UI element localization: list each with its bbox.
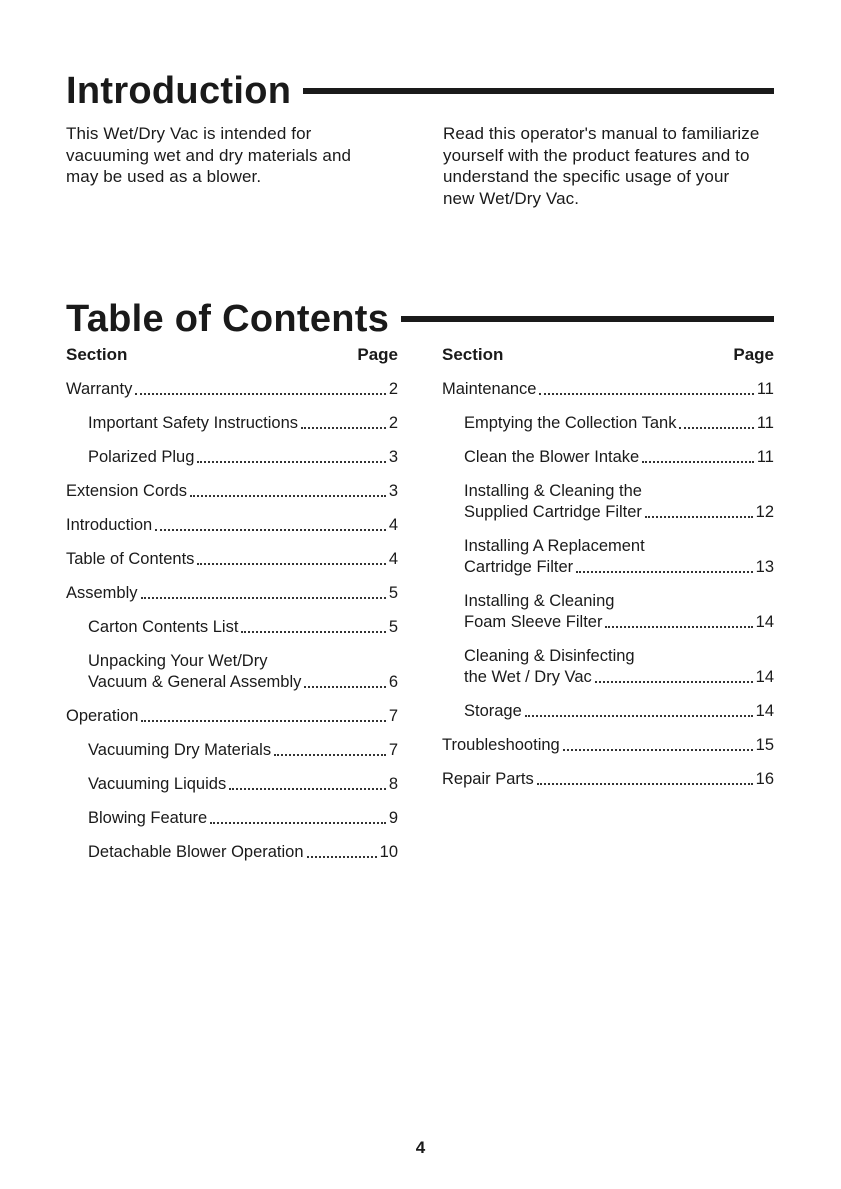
- dot-leader: [525, 714, 753, 717]
- toc-entry-page: 13: [755, 558, 774, 576]
- toc-entry-title-continued: Supplied Cartridge Filter: [464, 503, 642, 521]
- toc-column-header: [66, 345, 398, 369]
- toc-entry-title: Unpacking Your Wet/Dry: [88, 652, 268, 670]
- dot-leader: [645, 515, 753, 518]
- toc-entry-title: Polarized Plug: [88, 448, 195, 466]
- dot-leader: [190, 494, 386, 497]
- intro-text-left: This Wet/Dry Vac is intended for vacuuming wet and dry materials and may be used as a blower.: [66, 124, 352, 186]
- toc-entry-title: Maintenance: [442, 380, 537, 398]
- toc-entry-page: 2: [388, 380, 398, 398]
- toc-entry-title: Table of Contents: [66, 550, 195, 568]
- toc-entry-page: 11: [756, 380, 774, 398]
- intro-text-right: Read this operator's manual to familiarize yourself with the product features and to understand the specific usage of your new Wet/Dry Vac.: [443, 124, 760, 208]
- toc-entry-page: 15: [755, 736, 774, 754]
- dot-leader: [274, 753, 386, 756]
- toc-entry-page: 3: [388, 482, 398, 500]
- toc-entry-title: Emptying the Collection Tank: [464, 414, 677, 432]
- dot-leader: [642, 460, 754, 463]
- toc-entry-title: Installing & Cleaning: [464, 592, 615, 610]
- toc-entry: [66, 379, 398, 400]
- toc-entry-title: Blowing Feature: [88, 809, 208, 827]
- toc-entry: [442, 646, 774, 688]
- toc-entry-page: 9: [388, 809, 398, 827]
- toc-entry-title: Extension Cords: [66, 482, 188, 500]
- dot-leader: [229, 787, 386, 790]
- toc-column-right: [442, 345, 774, 803]
- dot-leader: [241, 630, 385, 633]
- toc-entry-title: Repair Parts: [442, 770, 534, 788]
- toc-entry: [442, 413, 774, 434]
- toc-entry-title: Assembly: [66, 584, 138, 602]
- toc-entry: [66, 740, 398, 761]
- toc-entry: [442, 481, 774, 523]
- toc-entry-page: 6: [388, 673, 398, 691]
- toc-entry-page: 5: [388, 618, 398, 636]
- toc-entry-page: 2: [388, 414, 398, 432]
- toc-entry-page: 16: [755, 770, 774, 788]
- toc-entry-title: Cleaning & Disinfecting: [464, 647, 635, 665]
- toc-column-header: [442, 345, 774, 369]
- toc-entry: [442, 447, 774, 468]
- toc-entry: [442, 769, 774, 790]
- dot-leader: [210, 821, 386, 824]
- toc-entry: [66, 617, 398, 638]
- toc-entries-left: [66, 379, 398, 863]
- introduction-heading: [66, 72, 774, 110]
- toc-entry-page: 14: [755, 613, 774, 631]
- page-label: Page: [733, 345, 774, 364]
- page-number: 4: [415, 1138, 426, 1157]
- dot-leader: [304, 685, 385, 688]
- toc-entry: [442, 379, 774, 400]
- toc-title: Table of Contents: [66, 298, 390, 340]
- toc-entry: [66, 808, 398, 829]
- section-label: Section: [442, 345, 504, 364]
- toc-entry-page: 8: [388, 775, 398, 793]
- toc-entry: [66, 481, 398, 502]
- toc-entry: [442, 536, 774, 578]
- toc-entry-title: Important Safety Instructions: [88, 414, 299, 432]
- dot-leader: [135, 392, 385, 395]
- page-label: Page: [357, 345, 398, 364]
- toc-entry-page: 7: [388, 741, 398, 759]
- toc-entry-title-continued: Cartridge Filter: [464, 558, 574, 576]
- dot-leader: [679, 426, 753, 429]
- heading-rule: [401, 316, 774, 322]
- toc-entry-title: Carton Contents List: [88, 618, 239, 636]
- toc-entry-page: 11: [756, 448, 774, 466]
- toc-entry: [66, 583, 398, 604]
- heading-rule: [303, 88, 774, 94]
- toc-entry-title-continued: Vacuum & General Assembly: [88, 673, 302, 691]
- toc-entry-title: Introduction: [66, 516, 153, 534]
- toc-entry-page: 3: [388, 448, 398, 466]
- dot-leader: [197, 460, 385, 463]
- toc-entry: [66, 842, 398, 863]
- dot-leader: [141, 719, 385, 722]
- toc-entry: [442, 591, 774, 633]
- toc-entry-page: 7: [388, 707, 398, 725]
- toc-entry: [66, 774, 398, 795]
- toc-entry-title: Warranty: [66, 380, 133, 398]
- toc-entry-title: Installing & Cleaning the: [464, 482, 642, 500]
- dot-leader: [141, 596, 386, 599]
- toc-entry-title-continued: Foam Sleeve Filter: [464, 613, 603, 631]
- toc-entry-title: Detachable Blower Operation: [88, 843, 304, 861]
- toc-entry: [66, 413, 398, 434]
- toc-entry: [66, 515, 398, 536]
- dot-leader: [301, 426, 386, 429]
- toc-entry: [66, 447, 398, 468]
- dot-leader: [539, 392, 753, 395]
- toc-entry-title: Storage: [464, 702, 522, 720]
- dot-leader: [605, 625, 752, 628]
- toc-heading: [66, 300, 774, 338]
- toc-entry-page: 14: [755, 702, 774, 720]
- dot-leader: [155, 528, 386, 531]
- dot-leader: [197, 562, 385, 565]
- toc-entry: [66, 651, 398, 693]
- dot-leader: [563, 748, 753, 751]
- toc-entry: [442, 701, 774, 722]
- toc-entry-title: Operation: [66, 707, 139, 725]
- toc-entries-right: [442, 379, 774, 790]
- toc-entry: [66, 549, 398, 570]
- toc-entry-title: Installing A Replacement: [464, 537, 645, 555]
- toc-column-left: [66, 345, 398, 876]
- introduction-title: Introduction: [66, 70, 292, 112]
- dot-leader: [307, 855, 377, 858]
- dot-leader: [576, 570, 753, 573]
- toc-entry-title: Vacuuming Dry Materials: [88, 741, 272, 759]
- toc-entry-title: Vacuuming Liquids: [88, 775, 227, 793]
- dot-leader: [537, 782, 753, 785]
- toc-entry-page: 4: [388, 516, 398, 534]
- toc-entry-title-continued: the Wet / Dry Vac: [464, 668, 592, 686]
- toc-entry: [66, 706, 398, 727]
- toc-entry-page: 12: [755, 503, 774, 521]
- toc-entry-page: 14: [755, 668, 774, 686]
- toc-entry-title: Clean the Blower Intake: [464, 448, 640, 466]
- toc-entry-title: Troubleshooting: [442, 736, 560, 754]
- toc-entry: [442, 735, 774, 756]
- toc-entry-page: 10: [379, 843, 398, 861]
- toc-entry-page: 5: [388, 584, 398, 602]
- section-label: Section: [66, 345, 128, 364]
- toc-entry-page: 11: [756, 414, 774, 432]
- dot-leader: [595, 680, 753, 683]
- toc-entry-page: 4: [388, 550, 398, 568]
